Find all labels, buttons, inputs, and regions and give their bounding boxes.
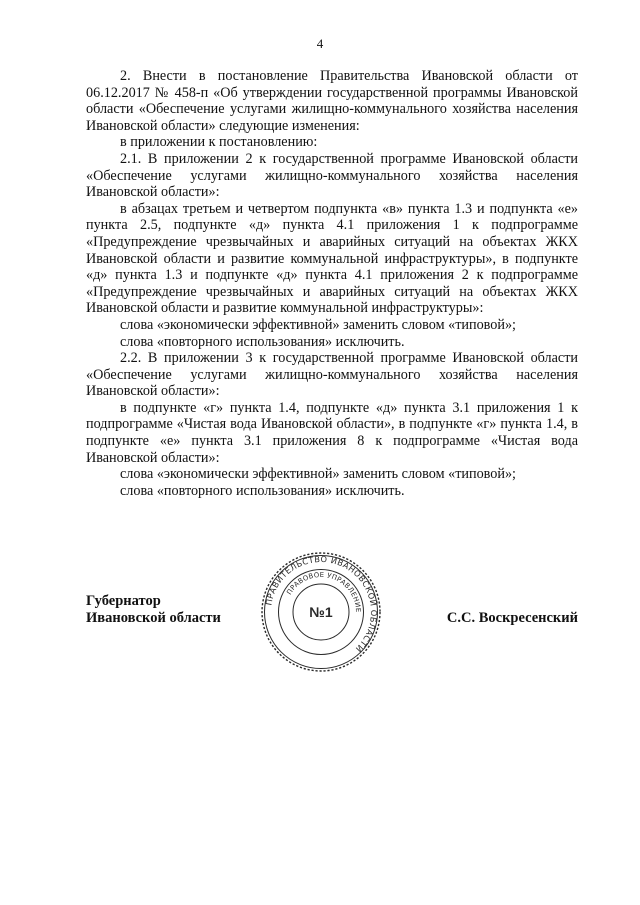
document-body — [86, 68, 578, 499]
official-seal — [259, 550, 383, 674]
seal-ring-text: ПРАВИТЕЛЬСТВО ИВАНОВСКОЙ ОБЛАСТИ — [263, 553, 380, 655]
seal-center-number: №1 — [309, 604, 333, 620]
paragraph-2-1-details: в абзацах третьем и четвертом подпункта «в» пункта 1.3 и подпункта «е» пункта 2.5, подпункте «д» пункта 4.1 приложения 1 к подпрограмме «Предупреждение чрезвычайных и аварийных ситуаций на объектах ЖКХ Ивановской области и развитие коммунальной инфраструктуры», в подпункте «д» пункта 1.3 и подпункте «д» пункта 4.1 приложения 2 к подпрограмме «Предупреждение чрезвычайных и аварийных ситуаций на объектах ЖКХ Ивановской области и развитие коммунальной инфраструктуры»: — [86, 200, 578, 317]
paragraph-delete-words: слова «повторного использования» исключить. — [120, 333, 405, 350]
paragraph-delete-words-2: слова «повторного использования» исключить. — [120, 482, 405, 499]
signatory-title-line1: Губернатор — [86, 593, 161, 609]
paragraph-2-1: 2.1. В приложении 2 к государственной программе Ивановской области «Обеспечение услугами жилищно-коммунального хозяйства населения Ивановской области»: — [86, 150, 578, 201]
paragraph-amendment-intro: 2. Внести в постановление Правительства Ивановской области от 06.12.2017 № 458-п «Об утверждении государственной программы Ивановской области «Обеспечение услугами жилищно-коммунального хозяйства населения Ивановской области» следующие изменения: — [86, 68, 578, 134]
paragraph-replace-words: слова «экономически эффективной» заменить словом «типовой»; — [120, 316, 516, 333]
signatory-title — [86, 593, 221, 627]
seal-inner-text: ПРАВОВОЕ УПРАВЛЕНИЕ — [285, 570, 363, 613]
paragraph-2-2-details: в подпункте «г» пункта 1.4, подпункте «д» пункта 3.1 приложения 1 к подпрограмме «Чистая вода Ивановской области», в подпункте «г» пункта 1.4, в подпункте «е» пункта 3.1 приложения 8 к подпрограмме «Чистая вода Ивановской области»: — [86, 399, 578, 466]
signatory-name: С.С. Воскресенский — [446, 610, 578, 626]
paragraph-2-2: 2.2. В приложении 3 к государственной программе Ивановской области «Обеспечение услугами жилищно-коммунального хозяйства населения Ивановской области»: — [86, 350, 578, 400]
paragraph-replace-words-2: слова «экономически эффективной» заменить словом «типовой»; — [120, 466, 516, 483]
paragraph-appendix-intro: в приложении к постановлению: — [120, 134, 318, 151]
signatory-title-line2: Ивановской области — [86, 610, 221, 626]
page-number: 4 — [316, 36, 324, 51]
